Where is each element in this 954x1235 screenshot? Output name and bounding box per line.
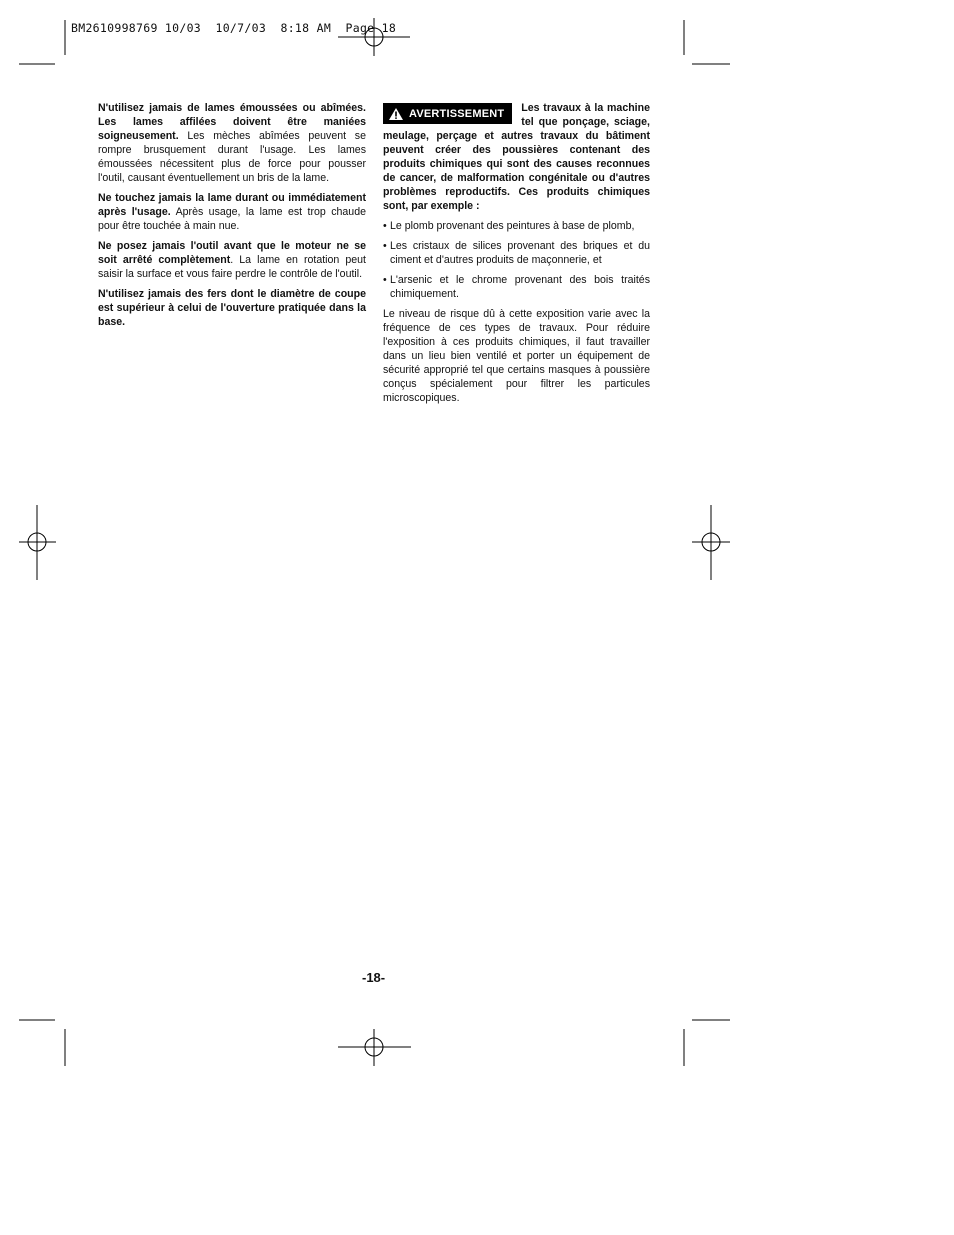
paragraph-dull-blades — [98, 101, 366, 185]
page-number: -18- — [362, 970, 386, 985]
warning-badge — [383, 103, 512, 124]
closing-paragraph: Le niveau de risque dû à cette exposition varie avec la fréquence de ces types de travaux. Pour réduire l'exposition à ces produits chimiques, il faut travailler dans un lieu bien ventilé et porter un équipement de sécurité approprié tel que certains masques à poussière conçus spécialement pour filtrer les particules microscopiques. — [383, 308, 650, 404]
paragraph-motor-stop — [98, 239, 366, 281]
warning-paragraph — [383, 101, 650, 213]
bullet: • — [383, 220, 387, 232]
bullet: • — [383, 274, 387, 286]
body-text: . La lame en rotation peut saisir la surface et vous faire perdre le contrôle de l'outil. — [98, 254, 366, 280]
list-item-text: L'arsenic et le chrome provenant des bois traités chimiquement. — [390, 274, 650, 300]
hazard-list — [383, 219, 650, 301]
left-column — [98, 101, 366, 335]
paragraph-bit-diameter — [98, 287, 366, 329]
registration-mark-right — [692, 505, 730, 580]
right-column — [383, 101, 650, 411]
registration-mark-top — [338, 18, 410, 56]
list-item-text: Les cristaux de silices provenant des briques et du ciment et d'autres produits de maçonnerie, et — [390, 240, 650, 266]
warning-triangle-icon — [389, 108, 403, 120]
list-item — [383, 219, 650, 233]
bold-lead: Ne touchez jamais la lame durant ou immédiatement après l'usage. — [98, 192, 366, 218]
warning-text: Les travaux à la machine tel que ponçage, sciage, meulage, perçage et autres travaux du bâtiment peuvent créer des poussières contenant des produits chimiques qui sont des causes reconnues de cancer, de malformation congénitale ou d'autres problèmes reproductifs. Ces produits chimiques sont, par exemple : — [383, 102, 650, 212]
paragraph-hot-blade — [98, 191, 366, 233]
list-item-text: Le plomb provenant des peintures à base de plomb, — [390, 220, 635, 232]
bold-lead: N'utilisez jamais de lames émoussées ou abîmées. Les lames affilées doivent être maniées soigneusement. — [98, 102, 366, 142]
bold-lead: N'utilisez jamais des fers dont le diamètre de coupe est supérieur à celui de l'ouverture pratiquée dans la base. — [98, 288, 366, 328]
bullet: • — [383, 240, 387, 252]
registration-mark-bottom — [338, 1029, 411, 1066]
list-item — [383, 273, 650, 301]
warning-label: AVERTISSEMENT — [409, 107, 505, 120]
body-text: Les mèches abîmées peuvent se rompre brusquement durant l'usage. Les lames émoussées nécessitent plus de force pour pousser l'outil, causant éventuellement un bris de la lame. — [98, 130, 366, 184]
registration-mark-left — [19, 505, 56, 580]
list-item — [383, 239, 650, 267]
bold-lead: Ne posez jamais l'outil avant que le moteur ne se soit arrêté complètement — [98, 240, 366, 266]
print-slug: BM2610998769 10/03 10/7/03 8:18 AM Page 18 — [71, 21, 397, 35]
body-text: Après usage, la lame est trop chaude pour être touchée à main nue. — [98, 206, 366, 232]
